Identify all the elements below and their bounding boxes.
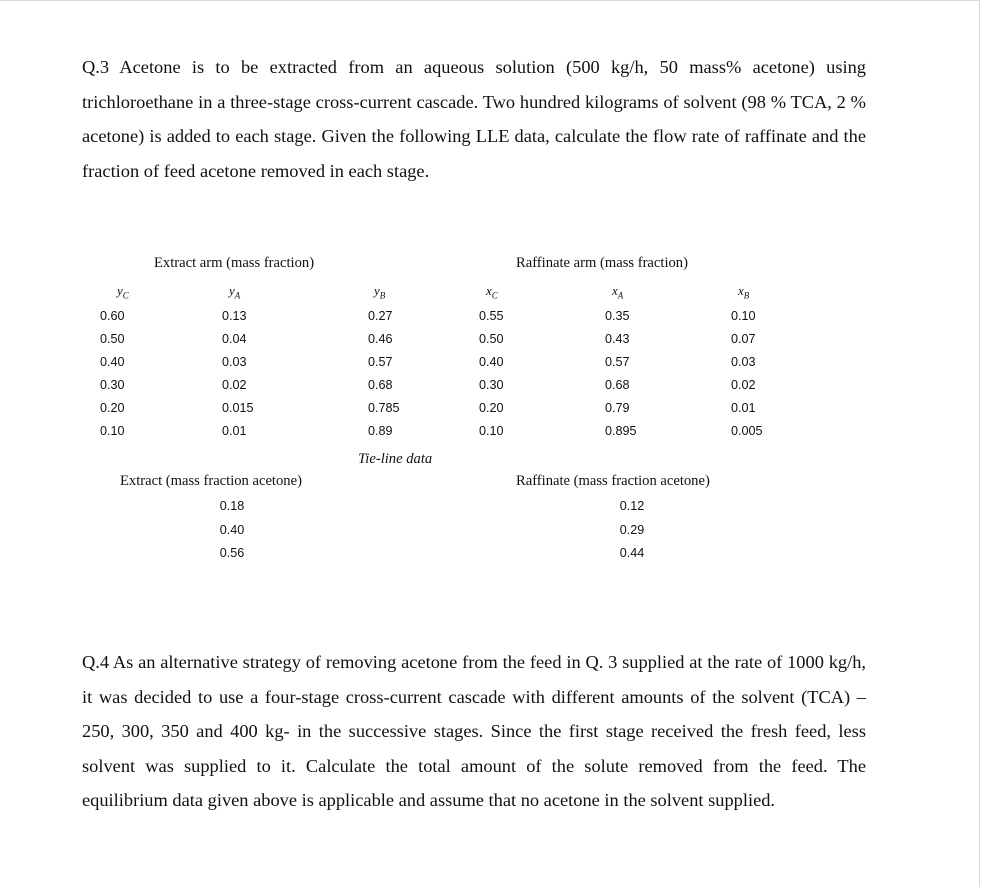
table-cell: 0.79 [605,400,630,415]
table-cell: 0.57 [605,354,630,369]
col-values-xc [479,305,504,442]
table-cell: 0.46 [368,331,393,346]
table-cell: 0.20 [100,400,125,415]
col-values-ya [222,305,254,442]
table-cell: 0.35 [605,309,630,323]
table-cell: 0.40 [479,354,504,369]
table-cell: 0.20 [479,400,504,415]
table-cell: 0.07 [731,331,756,346]
table-cell: 0.60 [100,309,125,323]
table-cell: 0.895 [605,423,637,438]
table-cell: 0.10 [479,423,504,438]
table-cell: 0.01 [222,423,247,438]
extract-arm-header: Extract arm (mass fraction) [154,255,315,271]
table-cell: 0.68 [605,377,630,392]
tie-line-raffinate-values [614,495,650,566]
table-cell: 0.10 [731,309,756,323]
table-cell: 0.89 [368,423,393,438]
list-item: 0.40 [219,522,245,537]
table-cell: 0.27 [368,309,393,323]
col-values-yc [100,305,125,442]
table-cell: 0.68 [368,377,393,392]
tie-line-extract-header: Extract (mass fraction acetone) [120,473,302,489]
table-cell: 0.50 [479,331,504,346]
col-symbol-xb: $x_B$ [738,283,750,301]
col-symbol-ya: $y_A$ [229,283,241,301]
table-cell: 0.04 [222,331,247,346]
raffinate-arm-header: Raffinate arm (mass fraction) [516,255,688,271]
table-cell: 0.03 [222,354,247,369]
list-item: 0.44 [619,546,645,560]
table-cell: 0.30 [479,377,504,392]
table-cell: 0.43 [605,331,630,346]
col-symbol-yb: $y_B$ [374,283,386,301]
table-cell: 0.02 [222,377,247,392]
col-symbol-xa: $x_A$ [612,283,624,301]
table-cell: 0.005 [731,423,763,438]
table-cell: 0.10 [100,423,125,438]
tie-line-label: Tie-line data [358,451,433,467]
list-item: 0.56 [219,546,245,560]
tie-line-extract-values [214,495,250,566]
table-cell: 0.55 [479,309,504,323]
table-cell: 0.015 [222,400,254,415]
table-cell: 0.01 [731,400,756,415]
table-cell: 0.02 [731,377,756,392]
list-item: 0.18 [219,499,245,513]
col-symbol-yc: $y_C$ [117,283,129,301]
list-item: 0.29 [619,522,645,537]
table-cell: 0.57 [368,354,393,369]
table-cell: 0.30 [100,377,125,392]
list-item: 0.12 [619,499,645,513]
table-cell: 0.785 [368,400,400,415]
table-cell: 0.03 [731,354,756,369]
col-symbol-xc: $x_C$ [486,283,498,301]
tie-line-raffinate-header: Raffinate (mass fraction acetone) [516,473,710,489]
question-3-text: Q.3 Acetone is to be extracted from an aqueous solution (500 kg/h, 50 mass% acetone) using trichloroethane in a three-stage cross-current cascade. Two hundred kilograms of solvent (98 % TCA, 2 % acetone) is added to each stage. Given the following LLE data, calculate the flow rate of raffinate and the fraction of feed acetone removed in each stage. [82,57,866,181]
table-cell: 0.13 [222,309,247,323]
col-values-xa [605,305,637,442]
table-cell: 0.40 [100,354,125,369]
col-values-xb [731,305,763,442]
question-4-text: Q.4 As an alternative strategy of removing acetone from the feed in Q. 3 supplied at the rate of 1000 kg/h, it was decided to use a four-stage cross-current cascade with different amounts of the solvent (TCA) – 250, 300, 350 and 400 kg- in the successive stages. Since the first stage received the fresh feed, less solvent was supplied to it. Calculate the total amount of the solute removed from the feed. The equilibrium data given above is applicable and assume that no acetone in the solvent supplied. [82,652,866,811]
col-values-yb [368,305,400,442]
table-cell: 0.50 [100,331,125,346]
